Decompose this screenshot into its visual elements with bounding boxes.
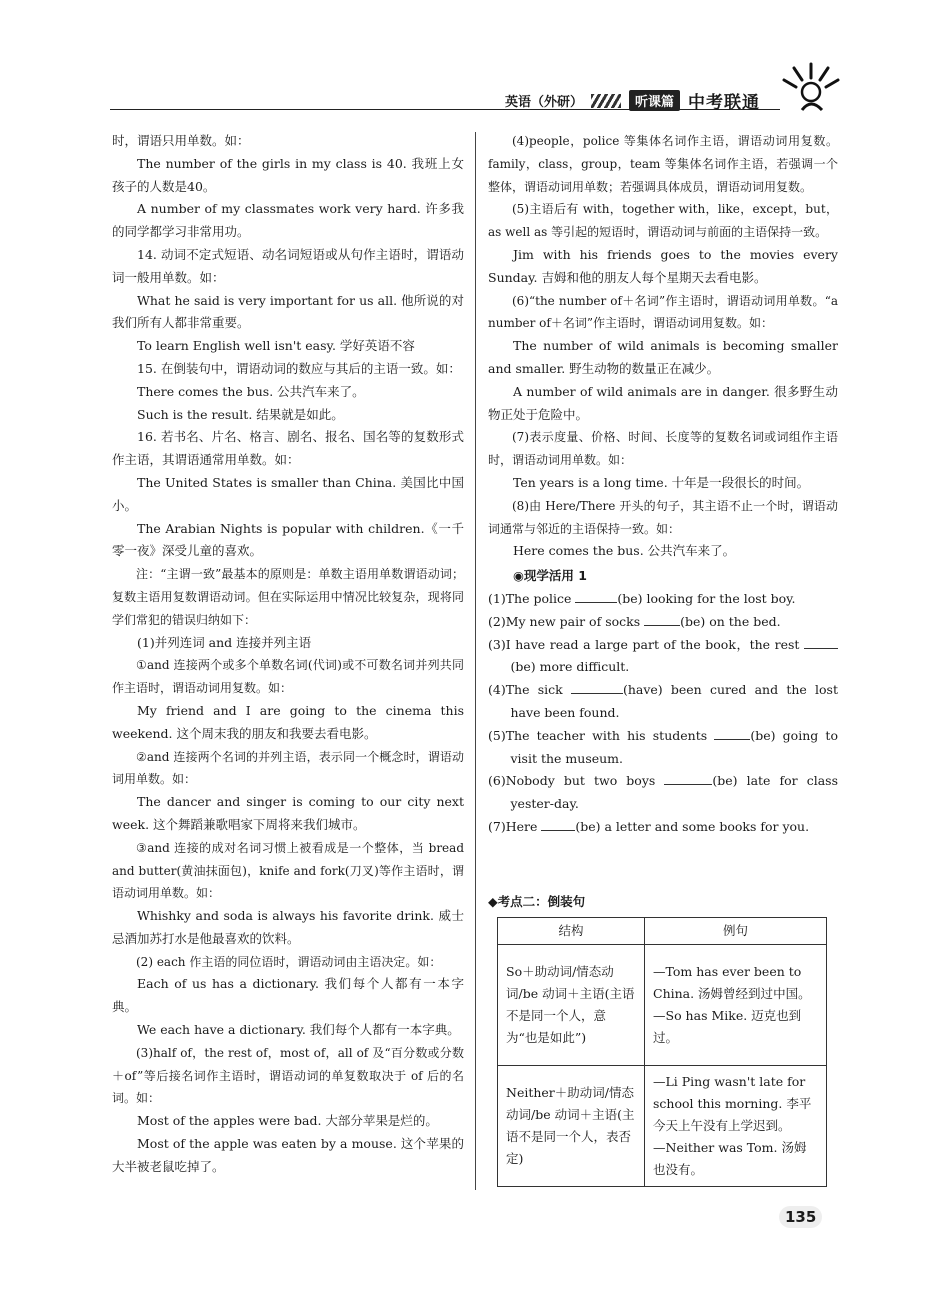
page-number [775, 1198, 835, 1238]
exercise-item [488, 679, 838, 725]
exercise-text: (be) a letter and some books for you. [575, 818, 810, 834]
table-header-row [498, 918, 827, 945]
subject-label: 英语（外研） [504, 95, 583, 110]
sub-heading: (1)并列连词 and 连接并列主语 [137, 634, 312, 650]
exercise-text: (2)My new pair of socks [488, 613, 645, 629]
page-number-label: 135 [779, 1206, 822, 1228]
answer-blank[interactable] [571, 679, 623, 694]
rule-15: 15. 在倒装句中，谓语动词的数应与其后的主语一致。如： [137, 360, 461, 376]
exercise-text: (be) more difficult. [510, 659, 630, 675]
example-sentence: Jim with his friends goes to the movies every Sunday. 吉姆和他的朋友人每个星期天去看电影。 [488, 246, 838, 285]
exercise-text: (be) on the bed. [680, 613, 781, 629]
table-row [498, 945, 827, 1066]
note-paragraph: 注：“主谓一致”最基本的原则是：单数主语用单数谓语动词；复数主语用复数谓语动词。但在实际运用中情况比较复杂，现将同学们常犯的错误归纳如下： [112, 567, 464, 627]
example-cell: —Tom has ever been to China. 汤姆曾经到过中国。 —So has Mike. 迈克也到过。 [645, 945, 827, 1066]
text-line: 时，谓语只用单数。如： [112, 133, 250, 148]
column-divider [475, 132, 476, 1190]
exercise-item [488, 770, 838, 816]
example-sentence: Most of the apples were bad. 大部分苹果是烂的。 [137, 1113, 438, 1129]
rule-text: (8)由 Here/There 开头的句子，其主语不止一个时，谓语动词通常与邻近的主语保持一致。如： [488, 498, 838, 536]
example-sentence: The United States is smaller than China. 美国比中国小。 [112, 474, 464, 513]
example-sentence: Whishky and soda is always his favorite drink. 威士忌酒加苏打水是他最喜欢的饮料。 [112, 908, 464, 946]
exercise-text: (3)I have read a large part of the book，the rest [488, 636, 804, 652]
example-sentence: We each have a dictionary. 我们每个人都有一本字典。 [137, 1022, 460, 1038]
exercise-item [488, 816, 838, 839]
example-sentence: My friend and I are going to the cinema this weekend. 这个周末我的朋友和我要去看电影。 [112, 702, 464, 741]
header-text [505, 88, 760, 113]
table-row [498, 1066, 827, 1187]
answer-blank[interactable] [714, 725, 750, 740]
exercise-text: (6)Nobody but two boys [488, 773, 665, 789]
example-sentence: Such is the result. 结果就是如此。 [137, 406, 344, 422]
structure-cell: Neither＋助动词/情态动词/be 动词＋主语(主语不是同一个人，表否定) [498, 1066, 645, 1187]
exercise-text: (4)The sick [488, 682, 571, 698]
exercise-text: (1)The police [488, 590, 576, 606]
right-column [488, 130, 838, 839]
column-header: 结构 [498, 918, 645, 945]
example-sentence: To learn English well isn't easy. 学好英语不容 [137, 338, 415, 354]
rule-text: ③and 连接的成对名词习惯上被看成是一个整体，当 bread and butter(黄油抹面包)，knife and fork(刀叉)等作主语时，谓语动词用单数。如： [112, 840, 464, 901]
exercise-text: (be) looking for the lost boy. [617, 590, 796, 606]
example-sentence: Ten years is a long time. 十年是一段很长的时间。 [513, 474, 810, 490]
answer-blank[interactable] [804, 634, 838, 649]
rule-text: ①and 连接两个或多个单数名词(代词)或不可数名词并列共同作主语时，谓语动词用复数。如： [112, 658, 464, 696]
rule-14: 14. 动词不定式短语、动名词短语或从句作主语时，谓语动词一般用单数。如： [112, 246, 464, 285]
exercise-text: (be) late for class yester-day. [510, 773, 838, 812]
rule-text: (5)主语后有 with，together with，like，except，but，as well as 等引起的短语时，谓语动词与前面的主语保持一致。 [488, 202, 838, 240]
rule-text: (4)people，police 等集体名词作主语，谓语动词用复数。family，class，group，team 等集体名词作主语，若强调一个整体，谓语动词用单数；若强调具体成员，谓语动词用复数。 [488, 134, 838, 194]
rule-text: (2) each 作主语的同位语时，谓语动词由主语决定。如： [136, 954, 442, 969]
rule-text: (3)half of，the rest of，most of，all of 及“百分数或分数＋of”等后接名词作主语时，谓语动词的单复数取决于 of 后的名词。如： [112, 1045, 464, 1106]
section-title: ◆考点二：倒装句 [488, 894, 586, 909]
structure-cell: So＋助动词/情态动词/be 动词＋主语(主语不是同一个人，意为“也是如此”) [498, 945, 645, 1066]
stripes-decoration [591, 94, 621, 108]
exercise-item [488, 611, 838, 634]
example-sentence: The Arabian Nights is popular with children.《一千零一夜》深受儿童的喜欢。 [112, 520, 464, 559]
exercise-text: (have) been cured and the lost have been found. [510, 682, 838, 720]
exercise-item [488, 634, 838, 680]
rule-text: (6)“the number of＋名词”作主语时，谓语动词用单数。“a number of＋名词”作主语时，谓语动词用复数。如： [488, 293, 838, 331]
sun-tree-logo-icon [782, 60, 840, 118]
example-cell: —Li Ping wasn't late for school this morning. 李平今天上午没有上学迟到。 —Neither was Tom. 汤姆也没有。 [645, 1066, 827, 1187]
answer-blank[interactable] [644, 611, 680, 626]
example-sentence: The dancer and singer is coming to our city next week. 这个舞蹈兼歌唱家下周将来我们城市。 [112, 794, 464, 832]
example-sentence: Most of the apple was eaten by a mouse. 这个苹果的大半被老鼠吃掉了。 [112, 1136, 464, 1174]
exercise-item [488, 588, 838, 611]
example-sentence: Here comes the bus. 公共汽车来了。 [513, 543, 736, 559]
inversion-table [497, 917, 827, 1187]
answer-blank[interactable] [575, 588, 617, 603]
example-sentence: A number of wild animals are in danger. 很多野生动物正处于危险中。 [488, 383, 838, 422]
brand-title: 中考联通 [688, 93, 760, 113]
exercise-text: (be) going to visit the museum. [510, 727, 838, 766]
column-header: 例句 [645, 918, 827, 945]
exercise-text: (7)Here [488, 818, 542, 834]
example-sentence: Each of us has a dictionary. 我们每个人都有一本字典。 [112, 976, 464, 1015]
page-header [110, 60, 840, 120]
answer-blank[interactable] [664, 770, 712, 785]
example-sentence: What he said is very important for us all. 他所说的对我们所有人都非常重要。 [112, 292, 464, 331]
answer-blank[interactable] [541, 816, 575, 831]
example-sentence: The number of wild animals is becoming smaller and smaller. 野生动物的数量正在减少。 [488, 338, 838, 376]
rule-16: 16. 若书名、片名、格言、剧名、报名、国名等的复数形式作主语，其谓语通常用单数。如： [112, 429, 464, 468]
example-sentence: There comes the bus. 公共汽车来了。 [137, 383, 365, 399]
rule-text: (7)表示度量、价格、时间、长度等的复数名词或词组作主语时，谓语动词用单数。如： [488, 430, 838, 468]
exercise-item [488, 725, 838, 771]
rule-text: ②and 连接两个名词的并列主语，表示同一个概念时，谓语动词用单数。如： [112, 749, 464, 787]
left-column [112, 130, 464, 1179]
practice-list [488, 588, 838, 839]
example-sentence: The number of the girls in my class is 40. 我班上女孩子的人数是40。 [112, 155, 464, 194]
practice-title: ◉现学活用 1 [513, 568, 587, 584]
series-label: 听课篇 [629, 90, 680, 111]
example-sentence: A number of my classmates work very hard. 许多我的同学都学习非常用功。 [112, 201, 464, 240]
exercise-text: (5)The teacher with his students [488, 727, 715, 743]
